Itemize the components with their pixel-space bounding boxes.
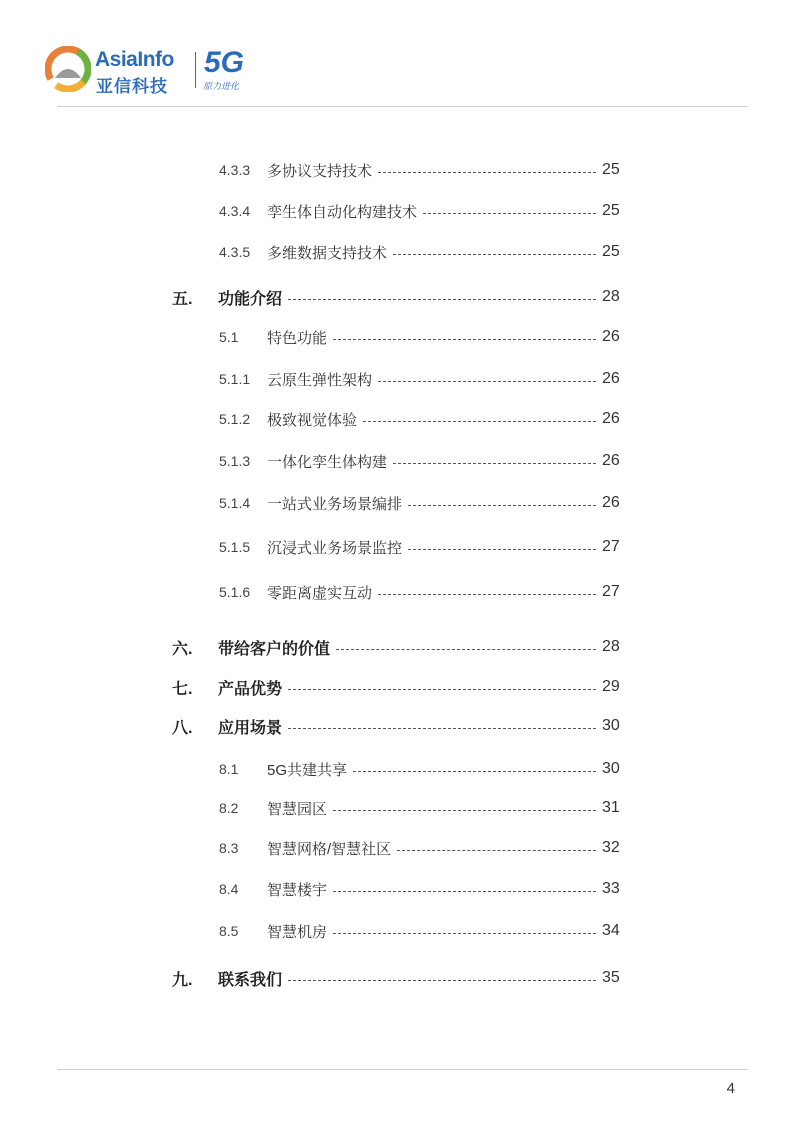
toc-entry-title: 功能介绍: [218, 286, 286, 309]
toc-entry-number: 5.1.4: [219, 495, 251, 511]
toc-entry-title: 联系我们: [218, 967, 286, 990]
toc-leader-dots: [423, 213, 596, 214]
toc-entry-page: 28: [602, 288, 620, 305]
toc-entry-title: 孪生体自动化构建技术: [267, 201, 421, 222]
page-number: 4: [726, 1080, 735, 1097]
toc-entry-page: 26: [602, 328, 620, 345]
toc-leader-dots: [408, 549, 596, 550]
toc-entry-page: 30: [602, 717, 620, 734]
toc-entry[interactable]: [0, 714, 793, 738]
toc-leader-dots: [353, 771, 596, 772]
toc-entry-number: 九.: [172, 971, 193, 989]
toc-entry-number: 4.3.5: [219, 244, 251, 260]
toc-leader-dots: [333, 339, 596, 340]
toc-entry[interactable]: [0, 635, 793, 659]
toc-entry-title: 一站式业务场景编排: [267, 493, 406, 514]
toc-entry-page: 26: [602, 370, 620, 387]
toc-entry-title: 智慧楼宇: [267, 879, 331, 900]
toc-leader-dots: [393, 463, 596, 464]
toc-entry-page: 32: [602, 839, 620, 856]
toc-entry[interactable]: [0, 966, 793, 990]
toc-entry-number: 8.4: [219, 881, 239, 897]
toc-entry-number: 8.2: [219, 800, 239, 816]
toc-entry-title: 多维数据支持技术: [267, 242, 391, 263]
toc-leader-dots: [288, 980, 596, 981]
toc-entry-number: 5.1.5: [219, 539, 251, 555]
toc-entry-number: 5.1.3: [219, 453, 251, 469]
toc-entry-title: 沉浸式业务场景监控: [267, 537, 406, 558]
toc-entry-number: 七.: [172, 680, 193, 698]
toc-entry-page: 26: [602, 452, 620, 469]
toc-entry-page: 35: [602, 969, 620, 986]
toc-entry-number: 六.: [172, 640, 193, 658]
toc-entry-page: 29: [602, 678, 620, 695]
toc-entry[interactable]: [0, 919, 793, 943]
5g-logo-text: 5G: [204, 46, 245, 78]
toc-leader-dots: [333, 810, 596, 811]
toc-entry-number: 5.1.2: [219, 411, 251, 427]
toc-entry-page: 30: [602, 760, 620, 777]
toc-entry[interactable]: [0, 580, 793, 604]
toc-entry[interactable]: [0, 535, 793, 559]
toc-entry-title: 零距离虚实互动: [267, 582, 376, 603]
toc-leader-dots: [378, 594, 596, 595]
logo-text-en: AsiaInfo: [95, 48, 174, 71]
toc-leader-dots: [397, 850, 596, 851]
toc-entry[interactable]: [0, 285, 793, 309]
toc-entry[interactable]: [0, 757, 793, 781]
toc-entry-title: 5G共建共享: [267, 759, 351, 780]
toc-entry-number: 5.1.6: [219, 584, 251, 600]
toc-entry-title: 云原生弹性架构: [267, 369, 376, 390]
toc-entry[interactable]: [0, 407, 793, 431]
toc-entry-number: 4.3.3: [219, 162, 251, 178]
toc-entry-page: 25: [602, 243, 620, 260]
toc-entry-page: 25: [602, 202, 620, 219]
toc-entry-number: 4.3.4: [219, 203, 251, 219]
toc-entry-page: 25: [602, 161, 620, 178]
toc-leader-dots: [363, 421, 596, 422]
toc-entry-page: 31: [602, 799, 620, 816]
toc-entry-title: 智慧园区: [267, 798, 331, 819]
toc-entry[interactable]: [0, 325, 793, 349]
toc-entry[interactable]: [0, 491, 793, 515]
toc-entry-title: 智慧机房: [267, 921, 331, 942]
toc-entry-page: 27: [602, 538, 620, 555]
logo-text-cn: 亚信科技: [96, 77, 168, 96]
toc-leader-dots: [393, 254, 596, 255]
toc-entry[interactable]: [0, 796, 793, 820]
toc-entry-title: 智慧网格/智慧社区: [267, 838, 395, 859]
toc-entry[interactable]: [0, 158, 793, 182]
toc-entry[interactable]: [0, 449, 793, 473]
toc-entry-page: 26: [602, 494, 620, 511]
toc-entry-title: 产品优势: [218, 676, 286, 699]
toc-leader-dots: [378, 381, 596, 382]
toc-leader-dots: [408, 505, 596, 506]
toc-entry[interactable]: [0, 199, 793, 223]
toc-leader-dots: [333, 933, 596, 934]
toc-leader-dots: [336, 649, 596, 650]
toc-entry-page: 33: [602, 880, 620, 897]
toc-entry[interactable]: [0, 675, 793, 699]
footer-rule: [57, 1069, 748, 1070]
toc-entry-page: 27: [602, 583, 620, 600]
toc-entry-page: 26: [602, 410, 620, 427]
toc-entry-page: 34: [602, 922, 620, 939]
toc-entry[interactable]: [0, 836, 793, 860]
toc-entry-number: 5.1.1: [219, 371, 251, 387]
toc-entry-number: 5.1: [219, 329, 239, 345]
toc-entry-number: 8.5: [219, 923, 239, 939]
toc-entry-number: 五.: [172, 290, 193, 308]
toc-entry-title: 带给客户的价值: [218, 636, 334, 659]
toc-entry-number: 8.3: [219, 840, 239, 856]
toc-entry[interactable]: [0, 240, 793, 264]
toc-entry[interactable]: [0, 877, 793, 901]
toc-entry-number: 8.1: [219, 761, 239, 777]
toc-leader-dots: [288, 689, 596, 690]
toc-entry[interactable]: [0, 367, 793, 391]
toc-entry-title: 一体化孪生体构建: [267, 451, 391, 472]
toc-leader-dots: [288, 728, 596, 729]
toc-entry-title: 特色功能: [267, 327, 331, 348]
toc-leader-dots: [333, 891, 596, 892]
toc-entry-title: 极致视觉体验: [267, 409, 361, 430]
logo-tagline: 原力进化: [203, 81, 240, 91]
toc-entry-title: 应用场景: [218, 715, 286, 738]
toc-leader-dots: [378, 172, 596, 173]
toc-entry-number: 八.: [172, 719, 193, 737]
toc-entry-title: 多协议支持技术: [267, 160, 376, 181]
toc-entry-page: 28: [602, 638, 620, 655]
toc-leader-dots: [288, 299, 596, 300]
